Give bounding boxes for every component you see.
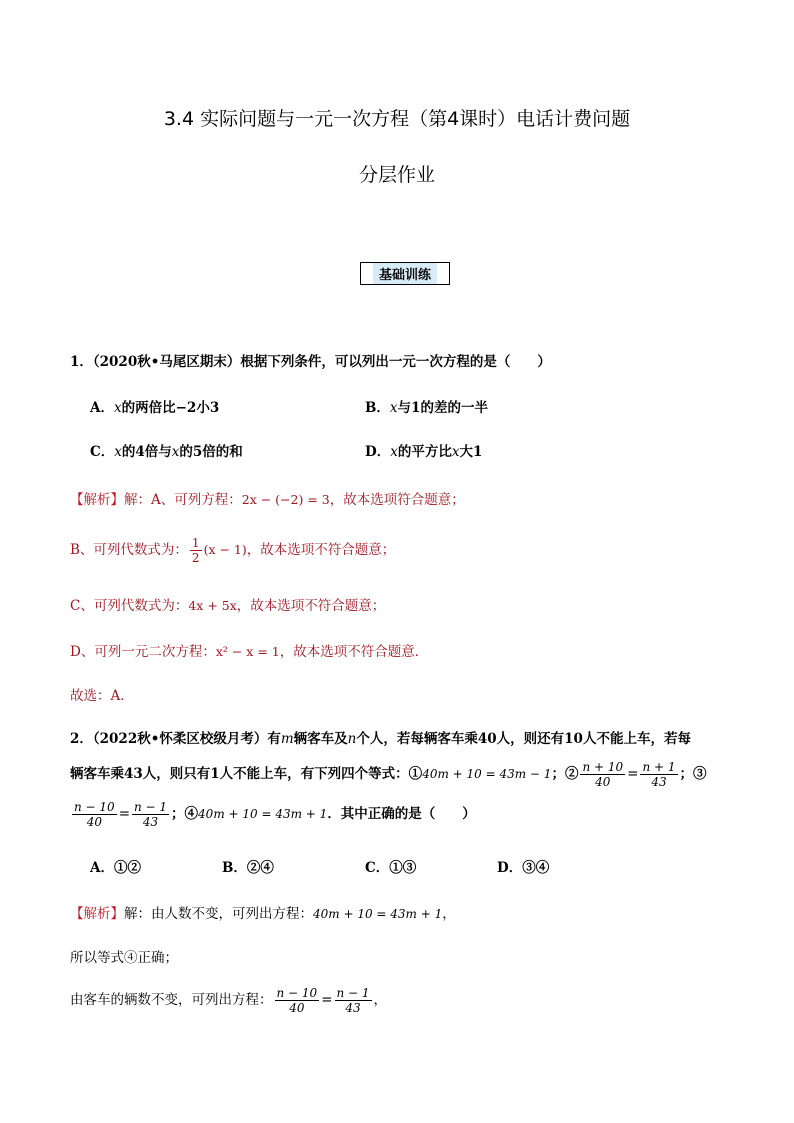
q2-explanation-line2: 所以等式④正确； bbox=[70, 950, 178, 966]
section-badge-label: 基础训练 bbox=[373, 263, 437, 284]
fraction-n-plus-10-over-40: $\frac{n + 10}{40}$ bbox=[582, 760, 624, 789]
q1-explanation-line4: D、可列一元二次方程：x² − x = 1，故本选项不符合题意． bbox=[70, 644, 429, 660]
q2-stem-line2: 辆客车乘43人，则只有1人不能上车，有下列四个等式：①40m + 10 = 43m − 1；② $\frac{n + 10}{40}$ = $\frac{n + 1}{43}$ ；③ bbox=[70, 760, 707, 789]
fraction-n-minus-10-over-40-exp: $\frac{n - 10}{40}$ bbox=[276, 986, 318, 1015]
page-subtitle: 分层作业 bbox=[358, 164, 435, 186]
fraction-n-minus-1-over-43-exp: $\frac{n - 1}{43}$ bbox=[336, 986, 370, 1015]
q2-option-b: B．②④ bbox=[222, 860, 274, 876]
q1-stem: 1．（2020秋•马尾区期末）根据下列条件，可以列出一元一次方程的是（ ） bbox=[70, 354, 551, 370]
q2-option-d: D．③④ bbox=[497, 860, 550, 876]
fraction-one-half: $\frac{1}{2}$ bbox=[191, 536, 200, 565]
q2-explanation-line3: 由客车的辆数不变，可列出方程： $\frac{n - 10}{40}$ = $\frac{n - 1}{43}$ ， bbox=[70, 986, 388, 1015]
q2-explanation-line1: 【解析】解：由人数不变，可列出方程：40m + 10 = 43m + 1， bbox=[70, 906, 456, 922]
q1-answer: 故选：A． bbox=[70, 688, 134, 704]
q2-stem-line3: $\frac{n - 10}{40}$ = $\frac{n - 1}{43}$ ；④40m + 10 = 43m + 1．其中正确的是（ ） bbox=[74, 800, 476, 829]
fraction-n-minus-10-over-40: $\frac{n - 10}{40}$ bbox=[74, 800, 115, 829]
q1-explanation-line1: 【解析】解：A、可列方程：2x − (−2) = 3，故本选项符合题意； bbox=[70, 492, 465, 508]
q1-option-c: C．x的4倍与x的5倍的和 bbox=[90, 444, 243, 460]
page-title: 3.4 实际问题与一元一次方程（第4课时）电话计费问题 bbox=[163, 108, 631, 130]
q2-option-c: C．①③ bbox=[365, 860, 417, 876]
q1-option-b: B．x与1的差的一半 bbox=[365, 400, 488, 416]
q1-option-d: D．x的平方比x大1 bbox=[365, 444, 483, 460]
fraction-n-plus-1-over-43: $\frac{n + 1}{43}$ bbox=[642, 760, 676, 789]
q1-explanation-line3: C、可列代数式为：4x + 5x，故本选项不符合题意； bbox=[70, 598, 386, 614]
q2-stem-line1: 2．（2022秋•怀柔区校级月考）有m辆客车及n个人，若每辆客车乘40人，则还有10人不能上车，若每 bbox=[70, 731, 691, 747]
fraction-n-minus-1-over-43: $\frac{n - 1}{43}$ bbox=[134, 800, 168, 829]
section-badge bbox=[360, 262, 450, 285]
q1-option-a: A．x的两倍比−2小3 bbox=[90, 400, 220, 416]
q2-option-a: A．①② bbox=[90, 860, 141, 876]
q1-explanation-line2: B、可列代数式为： $\frac{1}{2}$ (x − 1)，故本选项不符合题意； bbox=[70, 536, 396, 565]
